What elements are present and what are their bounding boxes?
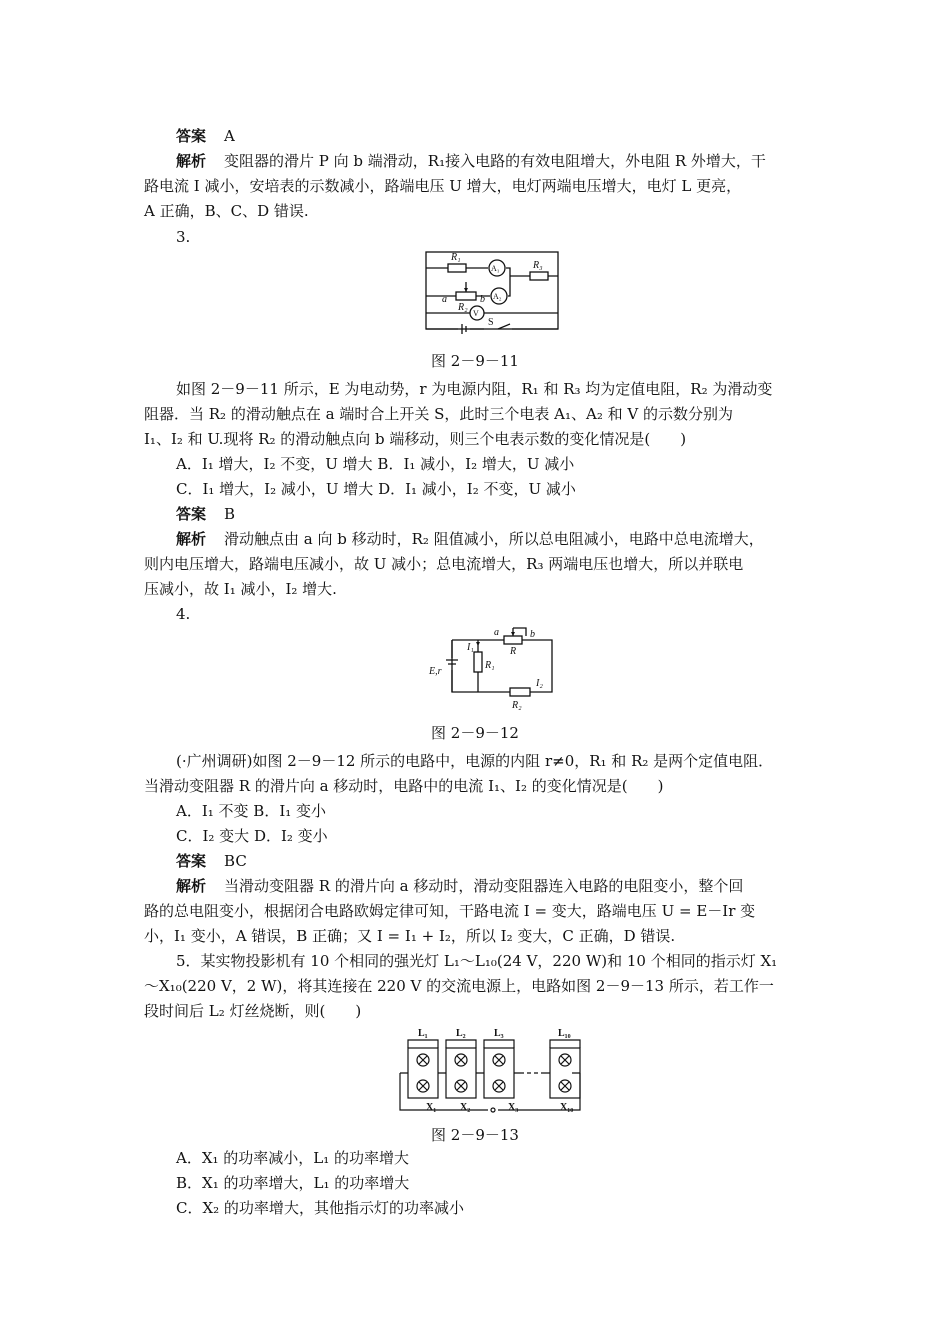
fig-label-x1: X₁ xyxy=(426,1102,437,1113)
q4-stem-line-1: (·广州调研)如图 2－9－12 所示的电路中，电源的内阻 r≠0，R₁ 和 R₂ 是两个定值电阻． xyxy=(176,752,774,770)
analysis-label: 解析 xyxy=(176,877,207,895)
fig-label-s: S xyxy=(488,317,494,328)
q3-analysis-line-3: 压减小，故 I₁ 减小，I₂ 增大. xyxy=(144,580,337,598)
q4-analysis-line-1 xyxy=(176,874,846,898)
answer-value: A xyxy=(224,127,235,145)
answer-label: 答案 xyxy=(176,852,207,870)
figure-caption-2-9-12: 图 2－9－12 xyxy=(431,724,519,742)
fig-label-l2: L₂ xyxy=(456,1028,466,1039)
fig-label-r2: R₂ xyxy=(458,302,468,313)
fig-label-l1: L₁ xyxy=(418,1028,428,1039)
q2-analysis-line-2: 路电流 I 减小，安培表的示数减小，路端电压 U 增大，电灯两端电压增大，电灯 L 更亮， xyxy=(144,177,742,195)
analysis-text: 滑动触点由 a 向 b 移动时，R₂ 阻值减小，所以总电阻减小，电路中总电流增大， xyxy=(224,530,764,548)
q4-option-line-1: A．I₁ 不变 B．I₁ 变小 xyxy=(176,802,327,820)
fig-label-x10: X₁₀ xyxy=(560,1102,574,1113)
fig-label-x2: X₂ xyxy=(460,1102,471,1113)
answer-value: B xyxy=(224,505,236,523)
q3-option-line-1: A．I₁ 增大，I₂ 不变，U 增大 B．I₁ 减小，I₂ 增大，U 减小 xyxy=(176,455,575,473)
answer-label: 答案 xyxy=(176,127,207,145)
fig-label-r1: R₁ xyxy=(485,660,495,671)
q3-stem-line-1: 如图 2－9－11 所示，E 为电动势，r 为电源内阻，R₁ 和 R₃ 均为定值电阻，R₂ 为滑动变 xyxy=(176,380,773,398)
figure-caption-2-9-13: 图 2－9－13 xyxy=(431,1126,519,1144)
q3-number: 3. xyxy=(176,228,191,246)
figure-caption-2-9-11: 图 2－9－11 xyxy=(431,352,519,370)
fig-label-v: V xyxy=(473,309,479,318)
fig-label-r: R xyxy=(510,646,517,657)
q3-stem-line-2: 阻器．当 R₂ 的滑动触点在 a 端时合上开关 S，此时三个电表 A₁、A₂ 和 V 的示数分别为 xyxy=(144,405,733,423)
q3-option-line-2: C．I₁ 增大，I₂ 减小，U 增大 D．I₁ 减小，I₂ 不变，U 减小 xyxy=(176,480,576,498)
fig-label-i2: I₂ xyxy=(536,678,543,689)
fig-label-l10: L₁₀ xyxy=(558,1028,571,1039)
analysis-label: 解析 xyxy=(176,530,207,548)
q5-option-line-2: B．X₁ 的功率增大，L₁ 的功率增大 xyxy=(176,1174,410,1192)
q3-stem-line-3: I₁、I₂ 和 U.现将 R₂ 的滑动触点向 b 端移动，则三个电表示数的变化情况是( ) xyxy=(144,430,687,448)
q5-stem-line-3: 段时间后 L₂ 灯丝烧断，则( ) xyxy=(144,1002,362,1020)
fig-label-i1: I₁ xyxy=(467,642,474,653)
fig-label-r3: R₃ xyxy=(533,260,543,271)
fig-label-a2: A₂ xyxy=(493,292,502,301)
q5-option-line-1: A．X₁ 的功率减小，L₁ 的功率增大 xyxy=(176,1149,410,1167)
analysis-text: 当滑动变阻器 R 的滑片向 a 移动时，滑动变阻器连入电路的电阻变小，整个回 xyxy=(224,877,744,895)
q4-number: 4. xyxy=(176,605,191,623)
q5-stem-line-2: ～X₁₀(220 V，2 W)，将其连接在 220 V 的交流电源上，电路如图 2－9－13 所示，若工作一 xyxy=(144,977,774,995)
fig-label-l3: L₃ xyxy=(494,1028,504,1039)
circuit-figure-2-9-12 xyxy=(426,620,558,712)
analysis-text: 变阻器的滑片 P 向 b 端滑动，R₁接入电路的有效电阻增大，外电阻 R 外增大，干 xyxy=(224,152,766,170)
q2-analysis-line-1 xyxy=(176,149,846,173)
fig-label-x3: X₃ xyxy=(508,1102,519,1113)
answer-value: BC xyxy=(224,852,247,870)
q2-answer-line xyxy=(176,124,846,148)
q5-option-line-3: C．X₂ 的功率增大，其他指示灯的功率减小 xyxy=(176,1199,464,1217)
q4-answer-line xyxy=(176,849,846,873)
q4-analysis-line-2: 路的总电阻变小，根据闭合电路欧姆定律可知，干路电流 I = 变大，路端电压 U = E－Ir 变 xyxy=(144,902,756,920)
circuit-figure-2-9-11 xyxy=(418,246,566,338)
q4-stem-line-2: 当滑动变阻器 R 的滑片向 a 移动时，电路中的电流 I₁、I₂ 的变化情况是( ) xyxy=(144,777,664,795)
q4-analysis-line-3: 小，I₁ 变小，A 错误，B 正确；又 I = I₁ + I₂，所以 I₂ 变大，C 正确，D 错误. xyxy=(144,927,676,945)
circuit-figure-2-9-13 xyxy=(390,1018,590,1118)
q2-analysis-line-3: A 正确，B、C、D 错误. xyxy=(144,202,309,220)
fig-label-a: a xyxy=(494,627,499,638)
q3-answer-line xyxy=(176,502,846,526)
answer-label: 答案 xyxy=(176,505,207,523)
q4-option-line-2: C．I₂ 变大 D．I₂ 变小 xyxy=(176,827,328,845)
fig-label-r2: R₂ xyxy=(512,700,522,711)
fig-label-a: a xyxy=(442,294,447,305)
fig-label-b: b xyxy=(480,294,485,305)
analysis-label: 解析 xyxy=(176,152,207,170)
fig-label-e-r: E,r xyxy=(429,666,442,677)
q3-analysis-line-2: 则内电压增大，路端电压减小，故 U 减小；总电流增大，R₃ 两端电压也增大，所以并联电 xyxy=(144,555,744,573)
q5-stem-line-1: 5．某实物投影机有 10 个相同的强光灯 L₁～L₁₀(24 V，220 W)和 10 个相同的指示灯 X₁ xyxy=(176,952,778,970)
q3-analysis-line-1 xyxy=(176,527,846,551)
fig-label-r1: R₁ xyxy=(451,252,461,263)
fig-label-a1: A₁ xyxy=(491,264,500,273)
fig-label-b: b xyxy=(530,629,535,640)
